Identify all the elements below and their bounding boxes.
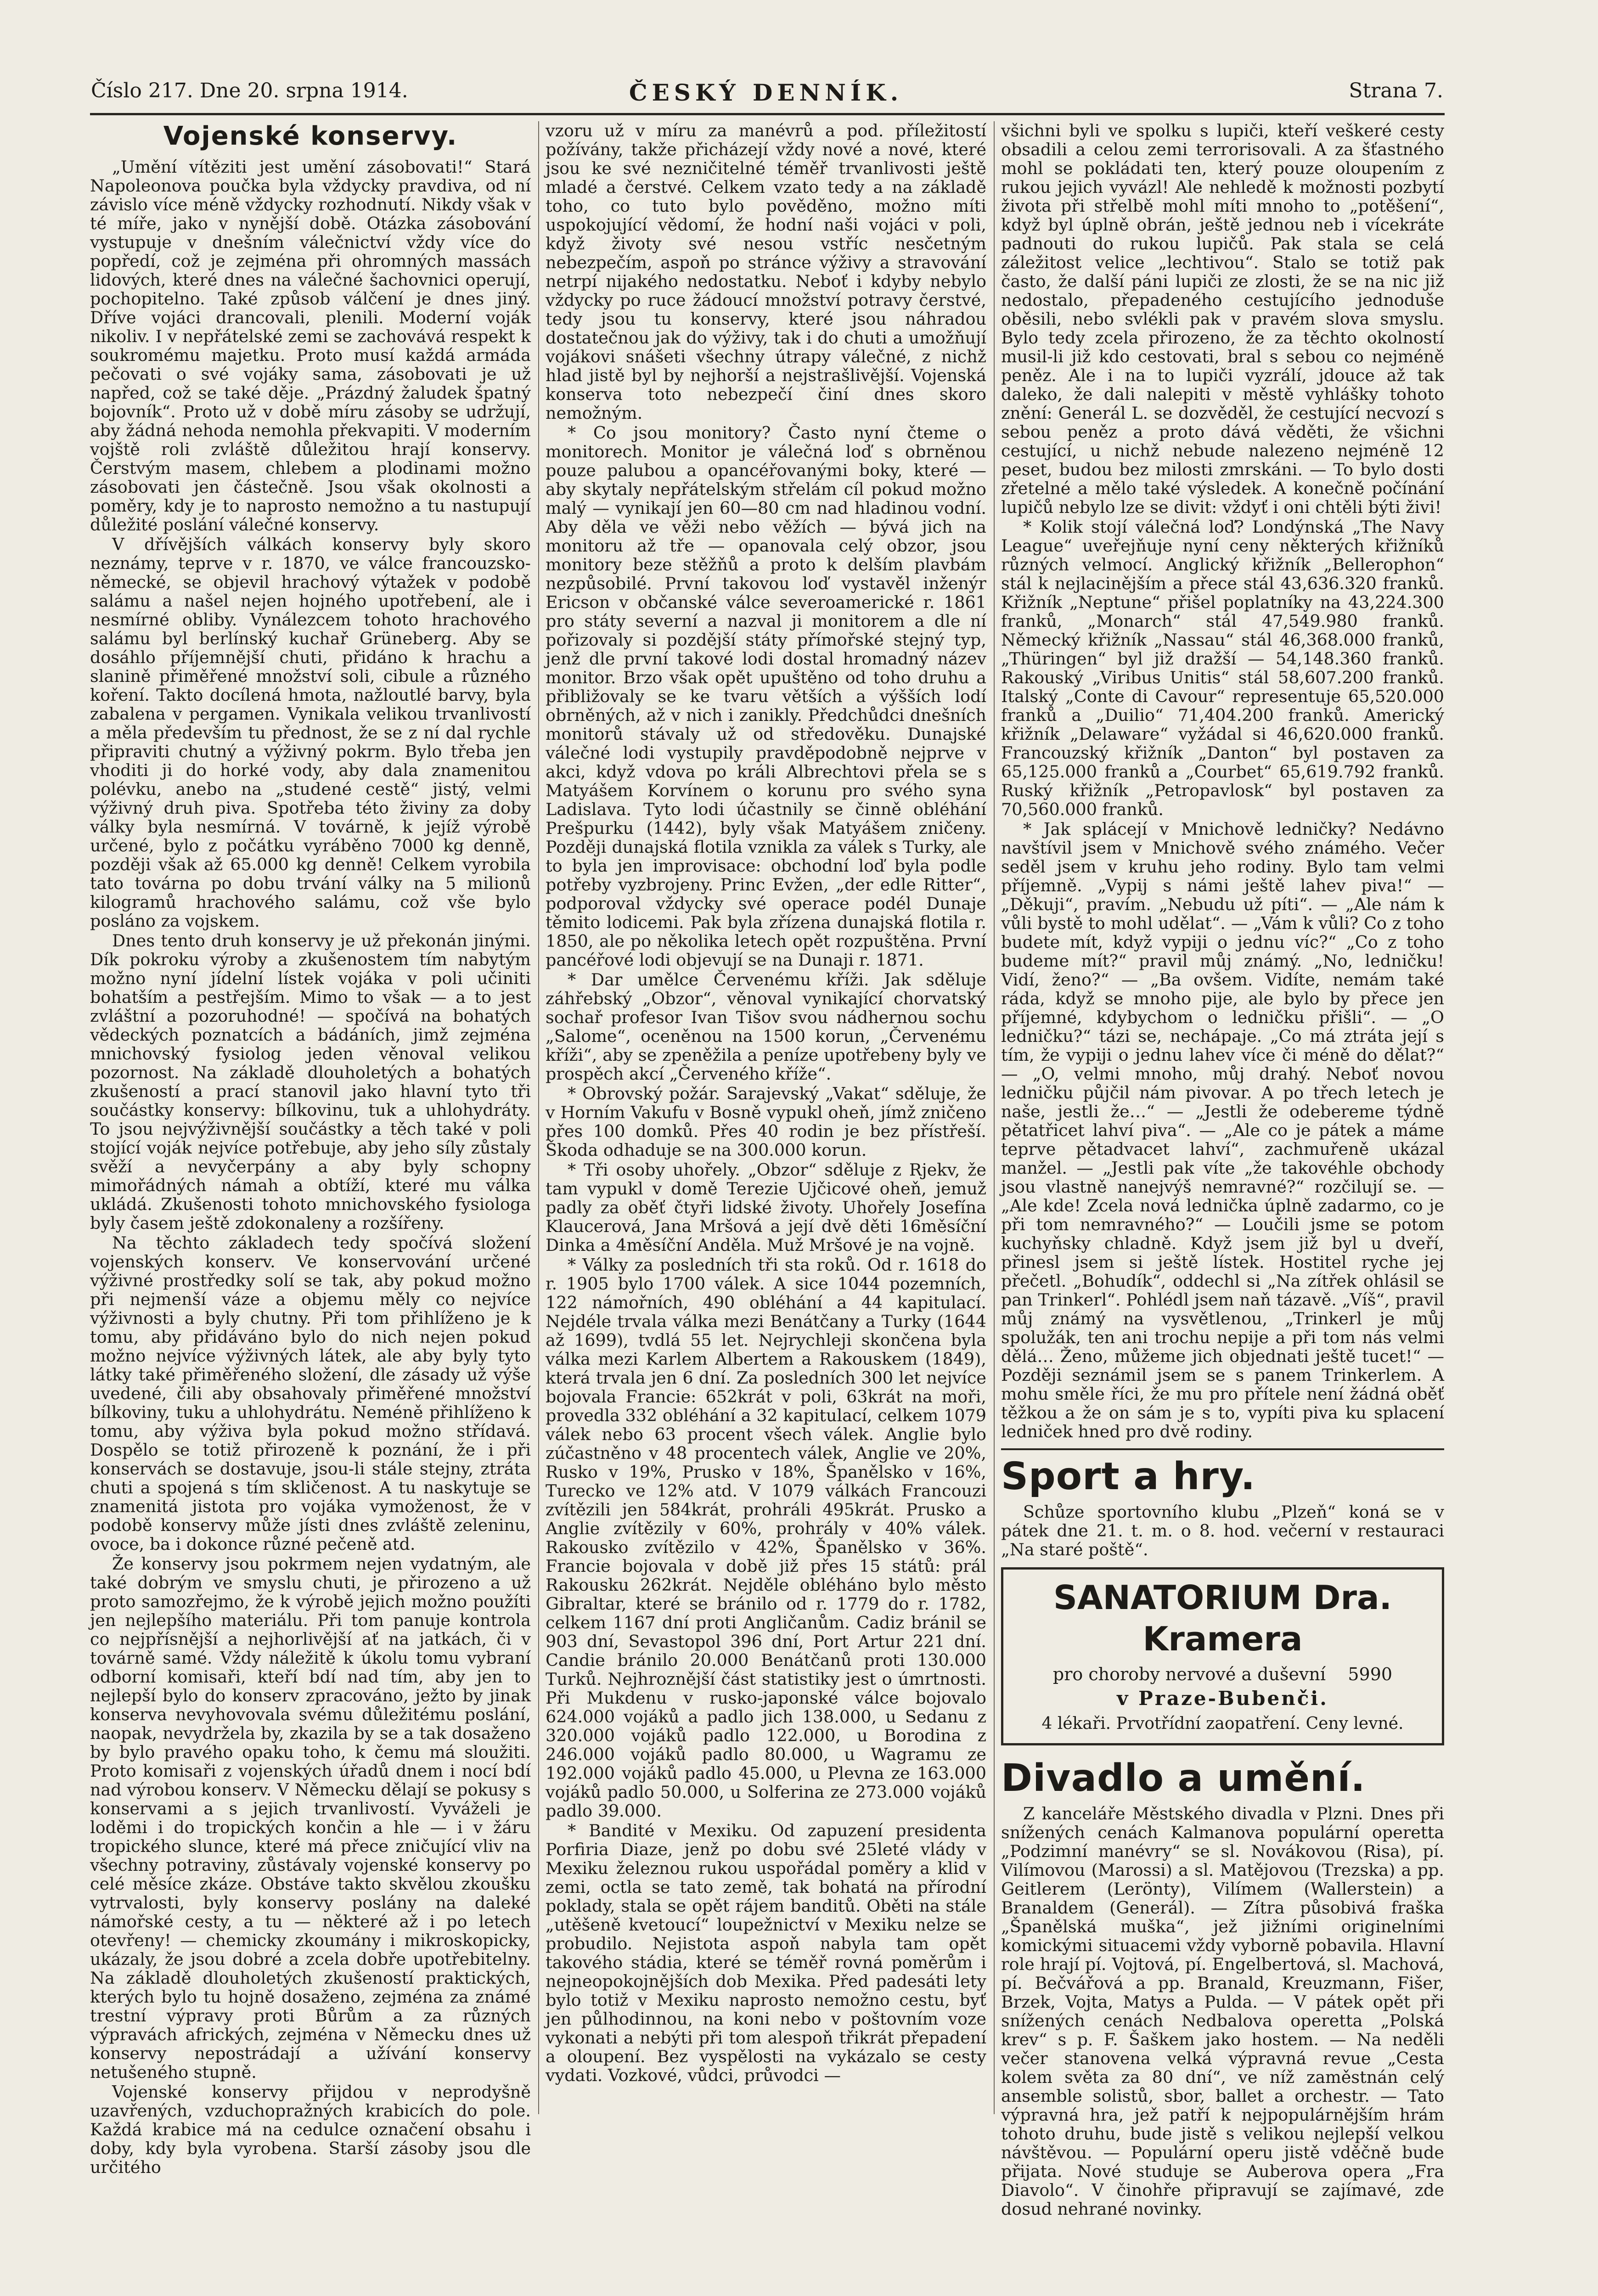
news-item: * Bandité v Mexiku. Od zapuzení presidenta Porfiria Diaze, jenž po dobu své 25leté vlády v Mexiku železnou rukou uspořádal poměry a klid v zemi, octla se tato země, tak bohatá na přírodní poklady, stala se opět rájem banditů. Oběti na stále „utěšeně kvetoucí“ loupežnictví v Mexiku nelze se probudilo. Nejistota aspoň nabyla tam opět takového stádia, které se téměř rovná poměrům i nejneopokojnějších dob Mexika. Před padesáti lety bylo totiž v Mexiku naprosto nemožno cestu, byť jen půlhodinnou, na koni nebo v poštovním voze vykonati a nebýti při tom alespoň třikrát přepadení a oloupení. Bez vyspělosti na vykázalo se cesty vydati. Vozkové, vůdci, průvodci — [546, 1821, 986, 2085]
article-paragraph: V dřívějších válkách konservy byly skoro neznámy, teprve v r. 1870, ve válce francouzsko-německé, se objevil hrachový výtažek v podobě salámu a našel nejen hojného upotřebení, ale i nesmírné obliby. Vynálezcem tohoto hrachového salámu byl berlínský kuchař Grüneberg. Aby se dosáhlo příjemnější chuti, přidáno k hrachu a slanině přiměřené množství soli, cibule a různého koření. Takto docílená hmota, nažloutlé barvy, byla zabalena v pergamen. Vynikala velikou trvanlivostí a měla především tu přednost, že se z ní dal rychle připraviti chutný a výživný pokrm. Bylo třeba jen vhoditi ji do horké vody, aby dala znamenitou polévku, anebo na „studené cestě“ jistý, velmi výživný druh piva. Spotřeba této živiny za doby války byla nesmírná. V továrně, k jejíž výrobě určené, bylo z počátku vyráběno 7000 kg denně, později však až 65.000 kg denně! Celkem vyrobila tato továrna po dobu trvání války na 5 milionů kilogramů hrachového salámu, což vše bylo posláno za vojskem. [90, 535, 531, 931]
sport-heading: Sport a hry. [1001, 1455, 1256, 1498]
ad-title: SANATORIUM Dra. Kramera [1053, 1578, 1392, 1658]
sport-notice: Schůze sportovního klubu „Plzeň“ koná se v pátek dne 21. t. m. o 8. hod. večerní v restauraci „Na staré poště“. [1001, 1502, 1444, 1559]
news-item: * Dar umělce Červenému kříži. Jak sděluje záhřebský „Obzor“, věnoval vynikající chorvatský sochař profesor Ivan Tišov svou nádhernou sochu „Salome“, oceněnou na 1500 korun, „Červenému kříži“, aby se zpeněžila a peníze upotřebeny byly ve prospěch akcí „Červeného kříže“. [546, 970, 986, 1084]
news-item: * Války za posledních tři sta roků. Od r. 1618 do r. 1905 bylo 1700 válek. A sice 1044 pozemních, 122 námořních, 490 obléhání a 44 kapitulací. Nejdéle trvala válka mezi Benátčany a Turky (1644 až 1699), tvdlá 55 let. Nejrychleji skončena byla válka mezi Karlem Albertem a Rakouskem (1849), která trvala jen 6 dní. Za posledních 300 let nejvíce bojovala Francie: 652krát v poli, 63krát na moři, provedla 332 obléhání a 32 kapitulací, celkem 1079 válek nebo 63 procent všech válek. Anglie bylo zúčastněno v 48 procentech válek, Anglie ve 20%, Rusko v 19%, Prusko v 18%, Španělsko v 16%, Turecko ve 12% atd. V 1079 válkách Francouzi zvítězili jen 584krát, prohráli 495krát. Prusko a Anglie zvítězily v 60%, prohrály v 40% válek. Rakousko zvítězilo v 42%, Španělsko v 36%. Francie bojovala v době již přes 15 států: prál Rakousku 262krát. Nejděle obléháno bylo město Gibraltar, které se bránilo od r. 1779 do r. 1782, celkem 1167 dní proti Angličanům. Cadiz bránil se 903 dní, Sevastopol 396 dní, Port Artur 221 dní. Candie bránilo 20.000 Benátčanů proti 130.000 Turků. Nejhroznější část statistiky jest o úmrtnosti. Při Mukdenu v rusko-japonské válce bojovalo 624.000 vojáků a padlo jich 138.000, u Sedanu z 320.000 vojáků padlo 122.000, u Borodina z 246.000 vojáků padlo 80.000, u Wagramu ze 192.000 vojáků padlo 45.000, u Plevna ze 163.000 vojáků padlo 50.000, u Solferina ze 273.000 vojáků padlo 39.000. [546, 1255, 986, 1821]
column-2 [546, 121, 986, 2114]
column-3 [1001, 121, 1444, 2219]
column-divider [538, 121, 539, 2114]
article-heading: Vojenské konservy. [163, 121, 458, 151]
article-paragraph: Že konservy jsou pokrmem nejen vydatným, ale také dobrým ve smyslu chuti, je přirozeno a už proto samozřejmo, že k výrobě jejich možno použíti jen nejlepšího materiálu. Při tom panuje kontrola co nejpřísnější a nejhorlivější ať na jatkách, či v továrně samé. Vždy náležitě k úkolu tomu vybraní odborní komisaři, kteří bdí nad tím, aby jen to nejlepší bylo do konserv zpracováno, ježto by jinak konserva nevyhovovala svému důležitému poslání, naopak, nevydržela by, zkazila by se a tak dosaženo by bylo pravého opaku toho, k čemu má sloužiti. Proto komisaři z vojenských úřadů dnem i nocí bdí nad výrobou konserv. V Německu dělají se pokusy s konservami a s jejich trvanlivostí. Vyváželi je loděmi i do tropických končin a hle — i v žáru tropického slunce, které má přece zničující vliv na všechny potraviny, zůstávaly vojenské konservy po celé měsíce zkáze. Obstáve takto skvělou zkoušku vytrvalosti, byly konservy poslány na daleké námořské cesty, a tu — některé až i po letech otevřeny! — chemicky zkoumány i mikroskopicky, ukázaly, že jsou dobré a zcela dobře upotřebitelny. Na základě dlouholetých zkušeností praktických, kterých bylo tu hojně dosaženo, zejména za známé trestní výpravy proti Bůrům a za různých výpravách afrických, zejména v Německu dnes už konservy nepostrádají a užívání konservy netušeného stupně. [90, 1554, 531, 2082]
news-item: * Co jsou monitory? Často nyní čteme o monitorech. Monitor je válečná loď s obrněnou pouze palubou a opancéřovanými boky, které — aby skytaly nepřátelským střelám cíl pokud možno malý — vynikají jen 60—80 cm nad hladinou vodní. Aby děla ve věži nebo věžích — bývá jich na monitoru až tře — opanovala celý obzor, jsou monitory beze stěžňů a proto k delším plavbám nezpůsobilé. První takovou loď vystavěl inženýr Ericson v občanské válce severoamerické r. 1861 pro státy severní a nazval ji monitorem a dle ní pořizovaly si pozdější státy přímořské stejný typ, jenž dle první takové lodi dostal hromadný název monitor. Brzo však opět upuštěno od toho druhu a přibližovaly se ke tvaru větších a výšších lodí obrněných, až v nich i zanikly. Předchůdci dnešních monitorů stávaly už od středověku. Dunajské válečné lodi vystupily pravděpodobně nejprve v akci, když vdova po králi Albrechtovi přela se s Matyášem Korvínem o korunu pro svého syna Ladislava. Tyto lodi účastnily se činně obléhání Prešpurku (1442), byly však Matyášem zničeny. Později dunajská flotila vznikla za válek s Turky, ale to byla jen improvisace: obchodní loď byla podle potřeby vyzbrojeny. Princ Evžen, „der edle Ritter“, podporoval vždycky své operace podél Dunaje těmito lodicemi. Pak byla zřízena dunajská flotila r. 1850, ale po několika letech opět rozpuštěna. První pancéřové lodi objevují se na Dunaji r. 1871. [546, 423, 986, 970]
news-item: * Tři osoby uhořely. „Obzor“ sděluje z Rjekv, že tam vypukl v domě Terezie Ujčicové oheň, jemuž padly za oběť čtyři lidské životy. Uhořely Josefína Klaucerová, Jana Mršová a její dvě děti 16měsíční Dinka a 4měsíční Anděla. Muž Mršové je na vojně. [546, 1160, 986, 1255]
header-rule [90, 113, 1445, 115]
ad-phone: 5990 [1348, 1664, 1393, 1684]
ad-location: v Praze-Bubenči. [1117, 1687, 1328, 1710]
issue-info: Číslo 217. Dne 20. srpna 1914. [91, 79, 408, 102]
news-item: * Obrovský požár. Sarajevský „Vakat“ sděluje, že v Horním Vakufu v Bosně vypukl oheň, jímž zničeno přes 100 domků. Přes 40 rodin je bez přístřeší. Škoda odhaduje se na 300.000 korun. [546, 1084, 986, 1160]
theatre-paragraph: Z kanceláře Městského divadla v Plzni. Dnes při snížených cenách Kalmanova populární operetta „Podzimní manévry“ se sl. Novákovou (Risa), pí. Vilímovou (Marossi) a sl. Matějovou (Trezska) a pp. Geitlerem (Lerönty), Vilímem (Wallerstein) a Branaldem (Generál). — Zítra působivá fraška „Španělská muška“, jež jižními originelními komickými situacemi vždy vyborně pobavila. Hlavní role hrají pí. Vojtová, pí. Engelbertová, sl. Machová, pí. Bečvářová a pp. Branald, Kreuzmann, Fišer, Brzek, Vojta, Matys a Pulda. — V pátek opět při snížených cenách Nedbalova operetta „Polská krev“ s p. F. Šaškem jako hostem. — Na neděli večer stanovena velká výpravná revue „Cesta kolem světa za 80 dní“, ve níž zaměstnán celý ansemble solistů, sbor, ballet a orchestr. — Tato výpravná hra, jež patří k nejpopulárnějším hrám tohoto druhu, bude jistě s velikou nejlepší velkou návštěvou. — Populární operu jistě vděčně bude přijata. Nové studuje se Auberova opera „Fra Diavolo“. V činohře připravují se zajímavé, zde dosud nehrané novinky. [1001, 1804, 1444, 2219]
news-item: * Kolik stojí válečná loď? Londýnská „The Navy League“ uveřejňuje nyní ceny některých křižníků různých velmocí. Anglický křižník „Bellerophon“ stál k nejlacinějším a přece stál 43,636.320 franků. Křižník „Neptune“ přišel poplatníky na 43,224.300 franků, „Monarch“ stál 47,549.980 franků. Německý křižník „Nassau“ stál 46,368.000 franků, „Thüringen“ byl již dražší — 54,148.360 franků. Rakouský „Viribus Unitis“ stál 58,607.200 franků. Italský „Conte di Cavour“ representuje 65,520.000 franků a „Duilio“ 71,404.200 franků. Americký křižník „Delaware“ vyžádal si 46,620.000 franků. Francouzský křižník „Danton“ byl postaven za 65,125.000 franků a „Courbet“ 65,619.792 franků. Ruský křižník „Petropavlosk“ byl postaven za 70,560.000 franků. [1001, 517, 1444, 819]
ad-line: 4 lékaři. Prvotřídní zaopatření. Ceny levné. [1041, 1714, 1404, 1733]
article-paragraph: „Umění vítěziti jest umění zásobovati!“ Stará Napoleonova poučka byla vždycky pravdiva, od ní závislo více méně vždycky rozhodnutí. Nikdy však v té míře, jako v nynější době. Otázka zásobování vystupuje v dnešním válečnictví vždy více do popředí, což je zejména při ohromných massách lidových, které dnes na válečné šachovnici operují, pochopitelno. Také způsob válčení je dnes jiný. Dříve vojáci drancovali, plenili. Moderní voják nikoliv. I v nepřátelské zemi se zachovává respekt k soukromému majetku. Proto musí každá armáda pečovati o své vojáky sama, zásobovati je už napřed, což se také děje. „Prázdný žaludek špatný bojovník“. Proto už v době míru zásoby se udržují, aby žádná nehoda nemohla překvapiti. V moderním vojště roli zvláště důležitou hrají konservy. Čerstvým masem, chlebem a plodinami možno zásobovati jen částečně. Jsou však okolnosti a poměry, kdy je to naprosto nemožno a tu nastupují důležité poslání válečné konservy. [90, 157, 531, 535]
news-item: * Jak splácejí v Mnichově ledničky? Nedávno navštívil jsem v Mnichově svého známého. Večer seděl jsem v kruhu jeho rodiny. Bylo tam velmi příjemně. „Vypij s námi ještě lahev piva!“ — „Děkuji“, pravím. „Nebudu už píti“. — „Ale nám k vůli bystě to mohl udělat“. — „Vám k vůli? Co z toho budete mít, když vypiji o jednu víc?“ „Co z toho budeme mít?“ pravil můj známý. „No, ledničku! Vidí, ženo?“ — „Ba ovšem. Vidíte, nemám také ráda, když se mnoho pije, ale bylo by přece jen příjemné, kdybychom o ledničku přišli“. — „O ledničku?“ tázi se, nechápaje. „Co má ztráta její s tím, že vypiji o jednu lahev více či méně do dělat?“ — „O, velmi mnoho, můj drahý. Neboť novou ledničku půjčil nám pivovar. A po třech letech je naše, jestli že…“ — „Jestli že odebereme týdně pětatřicet lahví piva“. — „Ale co je pátek a máme teprve pětadvacet lahví“, zachmuřeně ukázal manžel. — „Jestli pak víte „že takovéhle obchody jsou vlastně nanejvýš nemravné?“ rozčilují se. — „Ale kde! Zcela nová lednička úplně zadarmo, co je při tom nemravného?“ — Loučili jsme se potom kuchyňsky chladně. Když jsem již byl u dveří, přinesl jsem si ještě lístek. Hostitel ryche jej přečetl. „Bohudík“, oddechl si „Na zítřek ohlásil se pan Trinkerl“. Pohlédl jsem naň tázavě. „Víš“, pravil můj známý na vysvětlenou, „Trinkerl je můj spolužák, ten ani trochu nepije a při tom nás velmi dělá… Ženo, můžeme jich objednati ještě tucet!“ — Později seznámil jsem se s panem Trinkerlem. A mohu směle říci, že mu pro přítele není žádná oběť těžkou a že on sám je s to, vypíti piva ku splacení ledniček hned pro dvě rodiny. [1001, 819, 1444, 1441]
newspaper-title: ČESKÝ DENNÍK. [629, 79, 903, 106]
article-paragraph: Vojenské konservy přijdou v neprodyšně uzavřených, vzduchopražných krabicích do pole. Každá krabice má na cedulce označení obsahu i doby, kdy byla vyrobena. Starší zásoby jsou dle určitého [90, 2082, 531, 2177]
column-divider [994, 121, 995, 2114]
section-rule [1001, 1448, 1444, 1450]
theatre-heading: Divadlo a umění. [1001, 1756, 1366, 1800]
article-paragraph: Na těchto základech tedy spočívá složení vojenských konserv. Ve konservování určené výživné prostředky solí se tak, aby pokud možno při nejmenší váze a objemu měly co nejvíce výživnosti a byly chutny. Při tom přihlíženo je k tomu, aby přidáváno bylo do nich nejen pokud možno nejvíce výživných látek, ale aby byly tyto látky také přiměřeného složení, dle zásady už výše uvedené, čili aby obsahovaly přiměřené množství bílkoviny, tuku a uhlohydrátu. Neméně přihlíženo k tomu, aby výživa byla pokud možno střídavá. Dospělo se totiž přirozeně k poznání, že i při konservách se dostavuje, jsou-li stále stejny, ztráta chuti a spojená s tím skličenost. A tu naskytuje se znamenitá jistota pro vojáka vymoženost, že v podobě konservy může jísti dnes zvláště zeleninu, ovoce, ba i dokonce různé pečeně atd. [90, 1233, 531, 1554]
ad-line: pro choroby nervové a duševní [1052, 1664, 1326, 1684]
article-paragraph: všichni byli ve spolku s lupiči, kteří veškeré cesty obsadili a celou zemi terrorisovali. A za šťastného mohl se pokládati ten, který pouze oloupením z rukou jejich vyvázl! Ale nehledě k možnosti pozbytí života při střelbě mohl míti mnoho to „potěšení“, když byl úplně obrán, ještě jednou neb i vícekráte padnouti do rukou lupičů. Pak stala se celá záležitost velice „lechtivou“. Stalo se totiž pak často, že další páni lupiči ze zlosti, že se na nic již nedostalo, přepadeného cestujícího jednoduše oběsili, nebo svlékli pak v pravém slova smyslu. Bylo tedy zcela přirozeno, že za těchto okolností musil-li již kdo cestovati, bral s sebou co nejméně peněz. Ale i na to lupiči vyzrálí, jdouce až tak daleko, že dali nalepiti v městě vyhlášky tohoto znění: Generál L. se dozvěděl, že cestující necvozí s sebou peněz a proto dává věděti, že všichni cestující, u nichž nebude nalezeno nejméně 12 peset, budou bez milosti zmrskáni. — To bylo dosti zřetelné a mělo také výsledek. A konečně počínání lupičů nebylo lze se divit: vždyť i oni chtěli býti živi! [1001, 121, 1444, 517]
page-header [91, 79, 1443, 111]
column-1 [90, 121, 531, 2177]
article-paragraph: Dnes tento druh konservy je už překonán jinými. Dík pokroku výroby a zkušenostem tím nabytým možno nyní jídelní lístek vojáka v poli učiniti bohatším a pestřejším. Mimo to však — a to jest zvláštní a pozoruhodné! — spočívá na bohatých vědeckých poznatcích a bádáních, jimž zejména mnichovský fysiolog jeden věnoval velikou pozornost. Na základě dlouholetých a bohatých zkušeností a prací stanovil jako hlavní tyto tři součástky konservy: bílkovinu, tuk a uhlohydráty. To jsou nejvýživnější součástky a těch také v poli stojící voják nejvíce potřebuje, aby jeho síly zůstaly svěží a nevyčerpány a aby byly schopny mimořádných námah a obtíží, které mu válka ukládá. Zkušenosti tohoto mnichovského fysiologa byly časem ještě zdokonaleny a rozšířeny. [90, 931, 531, 1233]
page-number: Strana 7. [1349, 79, 1443, 102]
sanatorium-advertisement [1001, 1567, 1444, 1745]
article-paragraph: vzoru už v míru za manévrů a pod. příležitostí požívány, takže přicházejí vždy nové a nové, které jsou ke své nezničitelné téměř trvanlivosti ještě mladé a čerstvé. Celkem vzato tedy a na základě toho, co tuto bylo pověděno, možno míti uspokojující vědomí, že hodní naši vojáci v poli, když životy své nesou vstříc nesčetným nebezpečím, aspoň po stránce výživy a stravování netrpí nijakého nedostatku. Neboť i kdyby nebylo vždycky po ruce žádoucí množství potravy čerstvé, tedy jsou tu konservy, které jsou náhradou dostatečnou jak do výživy, tak i do chuti a umožňují vojákovi snášeti všechny útrapy válečné, z nichž hlad jistě byl by nejhorší a nejstrašlivější. Vojenská konserva toto nebezpečí činí dnes skoro nemožným. [546, 121, 986, 423]
